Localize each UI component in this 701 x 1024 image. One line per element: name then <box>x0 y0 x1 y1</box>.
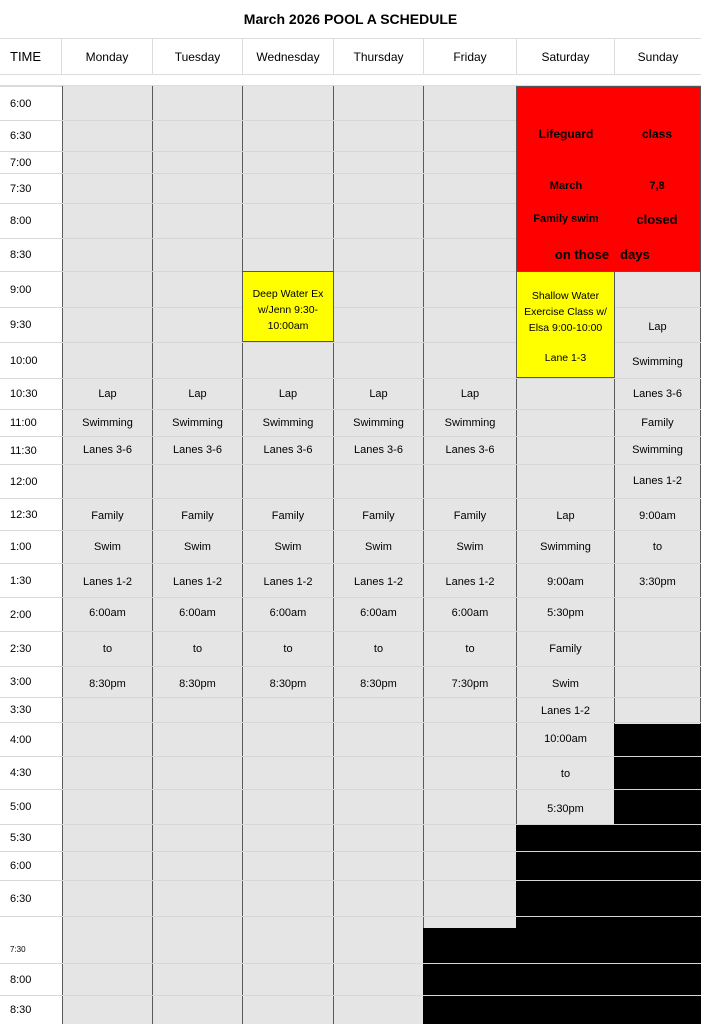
row-divider <box>62 409 701 410</box>
saturday-class-box <box>516 271 615 378</box>
row-divider <box>62 916 701 917</box>
time-label: 4:30 <box>0 756 62 789</box>
closure-on-those: on those <box>554 247 610 262</box>
saturday-schedule-text: Family <box>549 643 582 655</box>
row-divider <box>62 464 701 465</box>
saturday-schedule-text: 10:00am <box>544 733 587 745</box>
column-friday <box>423 86 517 928</box>
row-divider <box>62 631 701 632</box>
weekday-schedule-text: Swimming <box>82 417 133 429</box>
saturday-schedule-text: 5:30pm <box>547 803 584 815</box>
weekday-schedule-text: Lanes 3-6 <box>354 444 403 456</box>
column-monday <box>62 86 153 1024</box>
wednesday-class-line1: Deep Water Ex <box>252 288 324 300</box>
row-divider <box>62 597 701 598</box>
weekday-schedule-text: Lap <box>188 388 207 400</box>
saturday-schedule-text: 9:00am <box>547 576 584 588</box>
saturday-schedule-text: Swimming <box>540 541 591 553</box>
weekday-schedule-text: Lanes 1-2 <box>445 576 495 588</box>
saturday-class-line1: Shallow Water <box>531 290 600 302</box>
time-label: 10:30 <box>0 378 62 409</box>
header-time: TIME <box>0 38 62 74</box>
weekday-schedule-text: Lanes 3-6 <box>173 444 222 456</box>
header-spacer <box>0 74 701 86</box>
row-divider <box>62 756 701 757</box>
closed-block-friday <box>423 928 517 1024</box>
weekday-schedule-text: 6:00am <box>451 607 489 619</box>
row-divider <box>62 666 701 667</box>
time-label: 3:30 <box>0 697 62 722</box>
sunday-schedule-text: 9:00am <box>639 510 676 522</box>
weekday-end-time: 8:30pm <box>89 678 126 690</box>
row-divider <box>62 851 701 852</box>
time-label: 6:00 <box>0 86 62 120</box>
weekday-schedule-text: Lanes 1-2 <box>263 576 313 588</box>
row-divider <box>62 722 701 723</box>
row-divider <box>62 436 701 437</box>
time-label: 1:30 <box>0 563 62 597</box>
sunday-schedule-text: Swimming <box>632 356 683 368</box>
time-label: 4:00 <box>0 722 62 756</box>
weekday-schedule-text: Swim <box>94 541 121 553</box>
weekday-schedule-text: Family <box>271 510 305 522</box>
closure-lifeguard: Lifeguard <box>538 127 594 141</box>
weekday-schedule-text: 6:00am <box>360 607 397 619</box>
time-label: 2:30 <box>0 631 62 666</box>
weekday-schedule-text: Swim <box>184 541 211 553</box>
sunday-schedule-text: to <box>652 541 663 553</box>
weekday-schedule-text: Swimming <box>353 417 404 429</box>
sunday-schedule-text: Lanes 3-6 <box>633 388 682 400</box>
sunday-schedule-text: Lanes 1-2 <box>633 475 682 487</box>
header-saturday: Saturday <box>517 38 615 74</box>
weekday-end-time: 7:30pm <box>451 678 489 690</box>
weekday-schedule-text: Swim <box>365 541 392 553</box>
saturday-schedule-text: Swim <box>552 678 579 690</box>
time-label: 7:00 <box>0 151 62 173</box>
time-label: 9:30 <box>0 307 62 342</box>
row-divider <box>62 789 701 790</box>
row-divider <box>62 963 701 964</box>
closure-notice <box>516 86 701 272</box>
time-label: 11:30 <box>0 436 62 464</box>
weekday-end-time: 8:30pm <box>269 678 307 690</box>
saturday-schedule-text: Lap <box>556 510 575 522</box>
header-thursday: Thursday <box>334 38 424 74</box>
time-label: 12:00 <box>0 464 62 498</box>
weekday-schedule-text: Lanes 1-2 <box>173 576 222 588</box>
weekday-schedule-text: to <box>465 643 475 655</box>
weekday-schedule-text: Lap <box>98 388 117 400</box>
row-divider <box>62 697 701 698</box>
header-tuesday: Tuesday <box>153 38 243 74</box>
closure-class: class <box>641 127 673 141</box>
time-label: 8:00 <box>0 203 62 238</box>
closed-block-saturday <box>516 824 615 1024</box>
weekday-schedule-text: Lap <box>278 388 298 400</box>
time-label: 10:00 <box>0 342 62 378</box>
header-sunday: Sunday <box>615 38 701 74</box>
wednesday-class-line2: w/Jenn 9:30- <box>257 304 319 316</box>
weekday-schedule-text: Swim <box>274 541 302 553</box>
saturday-schedule-text: to <box>560 768 571 780</box>
weekday-schedule-text: 6:00am <box>269 607 307 619</box>
weekday-schedule-text: Swimming <box>262 417 314 429</box>
weekday-schedule-text: to <box>192 643 203 655</box>
row-divider <box>62 995 701 996</box>
closure-dates: 7,8 <box>649 180 665 192</box>
weekday-schedule-text: Swim <box>456 541 484 553</box>
sunday-schedule-text: Family <box>641 417 674 429</box>
closed-block-sunday <box>614 724 701 1024</box>
weekday-schedule-text: Lanes 3-6 <box>445 444 495 456</box>
header-wednesday: Wednesday <box>243 38 334 74</box>
weekday-schedule-text: 6:00am <box>89 607 126 619</box>
wednesday-class-line3: 10:00am <box>267 320 309 332</box>
weekday-schedule-text: to <box>102 643 113 655</box>
header-friday: Friday <box>424 38 517 74</box>
header-monday: Monday <box>62 38 153 74</box>
sunday-schedule-text: Lap <box>648 321 667 333</box>
saturday-class-lane: Lane 1-3 <box>544 352 587 364</box>
time-label: 8:00 <box>0 963 62 995</box>
weekday-schedule-text: Swimming <box>172 417 223 429</box>
sunday-schedule-text: Swimming <box>632 444 683 456</box>
time-label: 11:00 <box>0 409 62 436</box>
time-label: 1:00 <box>0 530 62 563</box>
sunday-schedule-text: 3:30pm <box>639 576 676 588</box>
time-label: 5:30 <box>0 824 62 851</box>
time-label: 3:00 <box>0 666 62 697</box>
page-title: March 2026 POOL A SCHEDULE <box>243 11 458 27</box>
closure-march: March <box>549 180 583 192</box>
saturday-class-line2: Exercise Class w/ <box>524 306 607 318</box>
weekday-schedule-text: Family <box>362 510 395 522</box>
wednesday-class-box <box>242 271 334 342</box>
row-divider <box>62 530 701 531</box>
weekday-schedule-text: to <box>373 643 384 655</box>
weekday-end-time: 8:30pm <box>179 678 216 690</box>
weekday-schedule-text: Family <box>453 510 487 522</box>
saturday-schedule-text: 5:30pm <box>547 607 584 619</box>
time-label: 8:30 <box>0 238 62 271</box>
weekday-end-time: 8:30pm <box>360 678 397 690</box>
saturday-class-line3: Elsa 9:00-10:00 <box>528 322 603 334</box>
time-label: 8:30 <box>0 995 62 1024</box>
weekday-schedule-text: Lap <box>369 388 388 400</box>
time-label: 6:30 <box>0 120 62 151</box>
row-divider <box>62 378 701 379</box>
row-divider <box>62 824 701 825</box>
column-thursday <box>333 86 424 1024</box>
time-label: 7:30 <box>0 173 62 203</box>
weekday-schedule-text: Family <box>91 510 124 522</box>
weekday-schedule-text: Lanes 1-2 <box>83 576 132 588</box>
weekday-schedule-text: Lanes 3-6 <box>263 444 313 456</box>
row-divider <box>62 498 701 499</box>
saturday-schedule-text: Lanes 1-2 <box>541 705 590 717</box>
weekday-schedule-text: Lanes 1-2 <box>354 576 403 588</box>
time-label: 9:00 <box>0 271 62 307</box>
time-label: 7:30 <box>0 916 62 963</box>
column-tuesday <box>152 86 243 1024</box>
time-label: 12:30 <box>0 498 62 530</box>
weekday-schedule-text: Lanes 3-6 <box>83 444 132 456</box>
column-wednesday <box>242 86 334 1024</box>
weekday-schedule-text: Swimming <box>444 417 496 429</box>
row-divider <box>62 880 701 881</box>
closure-family-swim: Family swim <box>533 213 599 225</box>
time-label: 6:00 <box>0 851 62 880</box>
weekday-schedule-text: to <box>283 643 293 655</box>
row-divider <box>62 563 701 564</box>
time-label: 6:30 <box>0 880 62 916</box>
closure-days: days <box>620 247 650 262</box>
time-label: 2:00 <box>0 597 62 631</box>
weekday-schedule-text: 6:00am <box>179 607 216 619</box>
closure-closed: closed <box>636 212 678 227</box>
weekday-schedule-text: Family <box>181 510 214 522</box>
weekday-schedule-text: Lap <box>460 388 480 400</box>
time-label: 5:00 <box>0 789 62 824</box>
